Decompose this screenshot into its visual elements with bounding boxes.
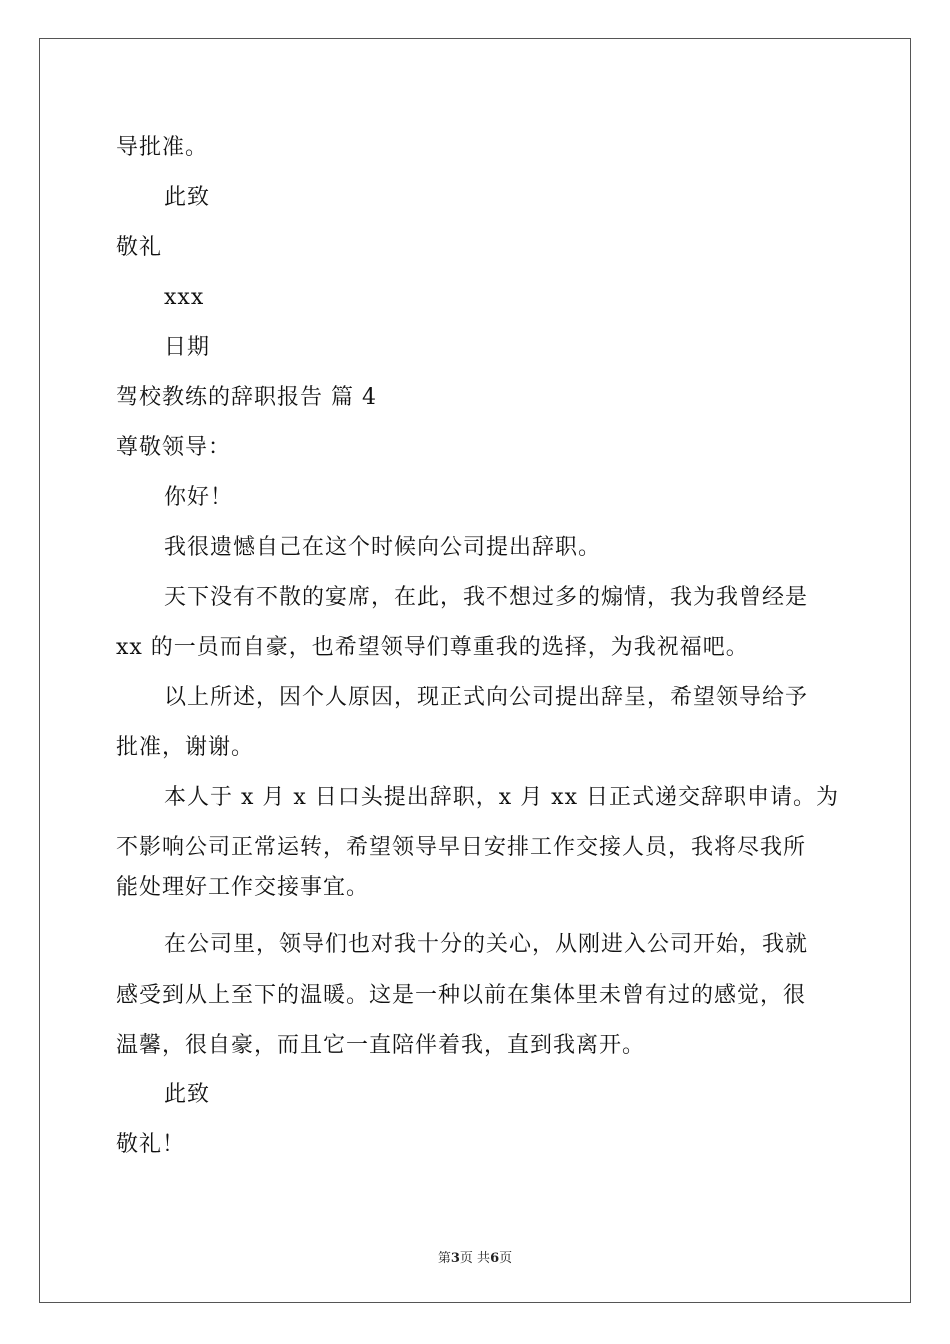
page-number-footer bbox=[0, 1247, 950, 1266]
signature-date: 日期 bbox=[164, 335, 211, 360]
text-line: 导批准。 bbox=[116, 135, 209, 160]
text-line: 以上所述，因个人原因，现正式向公司提出辞呈，希望领导给予 bbox=[164, 685, 809, 710]
text-line: 批准，谢谢。 bbox=[116, 735, 255, 760]
text-line: 感受到从上至下的温暖。这是一种以前在集体里未曾有过的感觉，很 bbox=[116, 983, 807, 1008]
page-total: 6 bbox=[490, 1251, 500, 1266]
signature-name: xxx bbox=[164, 285, 205, 310]
closing-regards: 敬礼！ bbox=[116, 1132, 186, 1157]
page-border bbox=[39, 38, 911, 1303]
page-mid: 页 共 bbox=[459, 1251, 491, 1266]
closing-salutation: 此致 bbox=[164, 1082, 211, 1107]
greeting: 尊敬领导： bbox=[116, 435, 232, 460]
text-line: 能处理好工作交接事宜。 bbox=[116, 875, 370, 900]
page-suffix: 页 bbox=[499, 1251, 513, 1266]
text-line: 温馨，很自豪，而且它一直陪伴着我，直到我离开。 bbox=[116, 1033, 646, 1058]
text-line: 我很遗憾自己在这个时候向公司提出辞职。 bbox=[164, 535, 602, 560]
text-line: 在公司里，领导们也对我十分的关心，从刚进入公司开始，我就 bbox=[164, 932, 809, 957]
page-current: 3 bbox=[450, 1251, 460, 1266]
section-heading: 驾校教练的辞职报告 篇 4 bbox=[116, 385, 377, 410]
text-line: 不影响公司正常运转，希望领导早日安排工作交接人员，我将尽我所 bbox=[116, 835, 807, 860]
text-line: 你好！ bbox=[164, 485, 234, 510]
page-prefix: 第 bbox=[437, 1251, 451, 1266]
text-line: xx 的一员而自豪，也希望领导们尊重我的选择，为我祝福吧。 bbox=[116, 635, 749, 660]
closing-regards: 敬礼 bbox=[116, 235, 163, 260]
closing-salutation: 此致 bbox=[164, 185, 211, 210]
text-line: 本人于 x 月 x 日口头提出辞职，x 月 xx 日正式递交辞职申请。为 bbox=[164, 785, 839, 810]
text-line: 天下没有不散的宴席，在此，我不想过多的煽情，我为我曾经是 bbox=[164, 585, 809, 610]
